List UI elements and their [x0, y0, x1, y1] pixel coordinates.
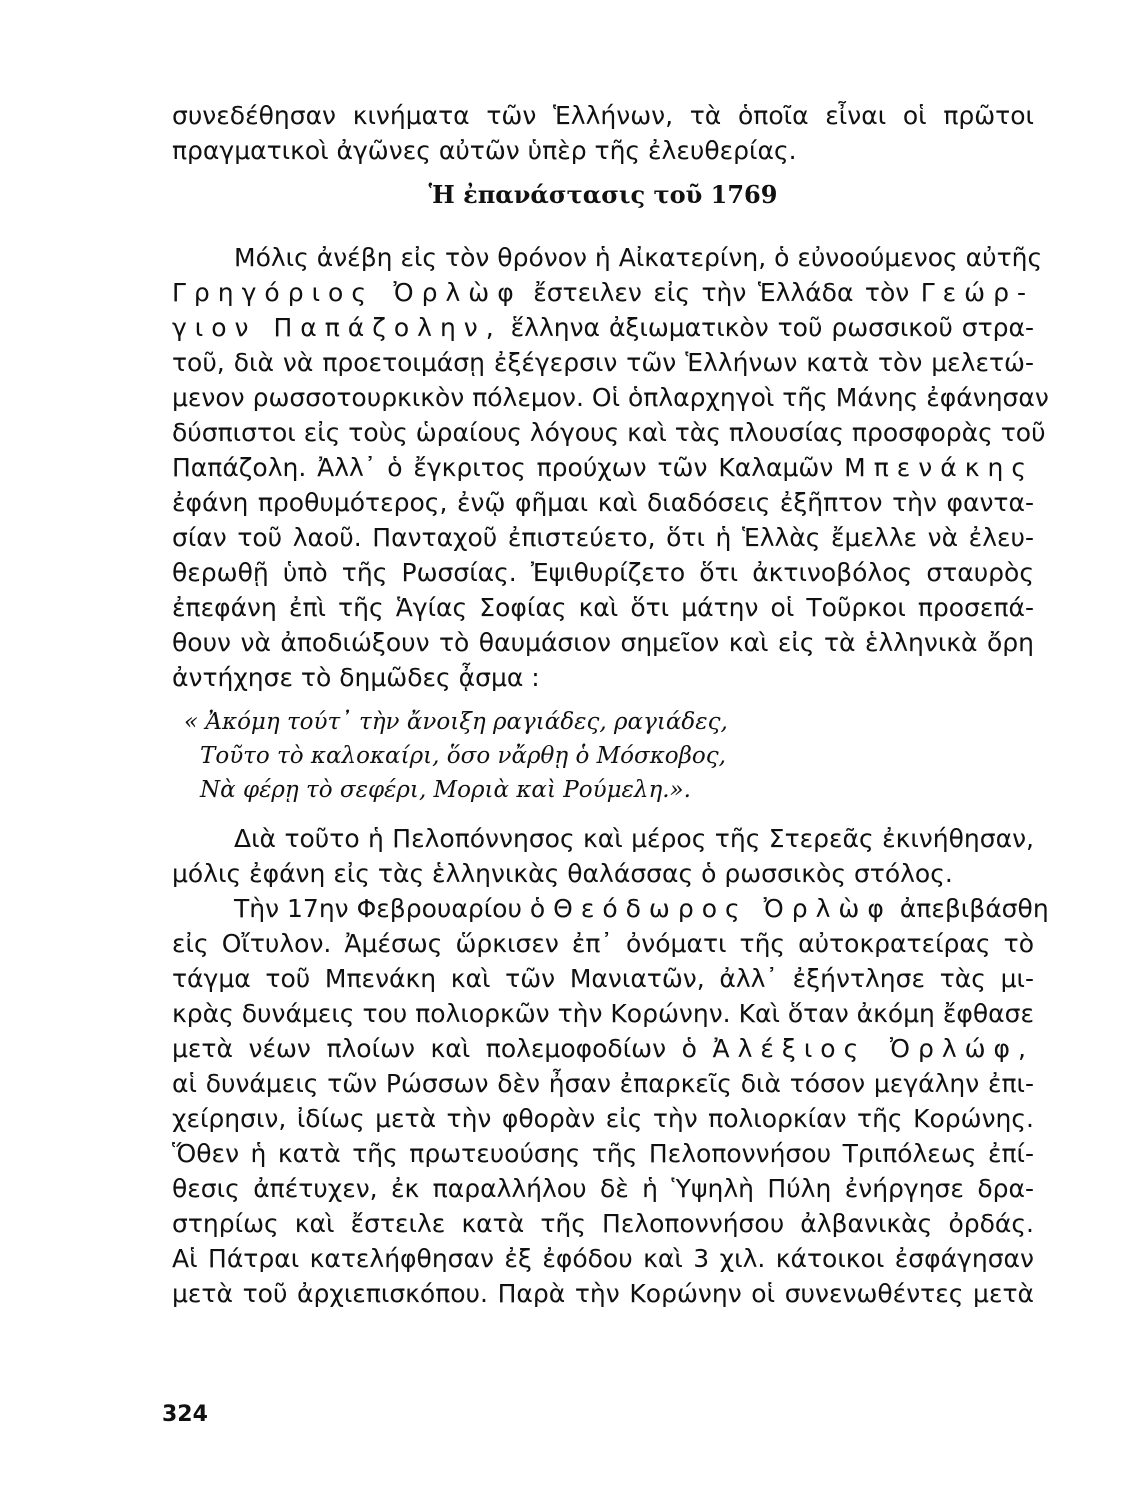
verse-line: Τοῦτο τὸ καλοκαίρι, ὅσο νἄρθῃ ὁ Μόσκοβος,	[200, 743, 726, 769]
verse-line: « Ἀκόμη τούτ᾽ τὴν ἄνοιξη ραγιάδες, ραγιάδες,	[184, 709, 728, 735]
person-name: Μπενάκης	[844, 453, 1034, 482]
text-line	[172, 310, 1034, 345]
person-name: Θεόδωρος Ὀρλὼφ	[553, 894, 892, 923]
text-span: Παπάζολη. Ἀλλ᾽ ὁ ἔγκριτος προύχων τῶν Καλαμῶν	[172, 453, 845, 482]
text-line: τάγμα τοῦ Μπενάκη καὶ τῶν Μανιατῶν, ἀλλ᾽ ἐξήντλησε τὰς μι-	[172, 964, 1034, 993]
text-line: αἱ δυνάμεις τῶν Ρώσσων δὲν ἦσαν ἐπαρκεῖς διὰ τόσον μεγάλην ἐπι-	[172, 1069, 1034, 1098]
text-line: θουν νὰ ἀποδιώξουν τὸ θαυμάσιον σημεῖον καὶ εἰς τὰ ἑλληνικὰ ὄρη	[172, 628, 1034, 657]
text-line: θεσις ἀπέτυχεν, ἐκ παραλλήλου δὲ ἡ Ὑψηλὴ Πύλη ἐνήργησε δρα-	[172, 1174, 1034, 1203]
person-name: Ἀλέξιος Ὀρλώφ,	[712, 1034, 1034, 1063]
page-number: 324	[162, 1402, 208, 1427]
text-line: μόλις ἐφάνη εἰς τὰς ἑλληνικὰς θαλάσσας ὁ ρωσσικὸς στόλος.	[172, 859, 953, 888]
text-span: ἕλληνα ἀξιωματικὸν τοῦ ρωσσικοῦ στρα-	[501, 313, 1034, 342]
person-name: Γρηγόριος Ὀρλὼφ	[172, 278, 522, 307]
text-line: ἀντήχησε τὸ δημῶδες ᾆσμα :	[172, 663, 540, 692]
text-line: μετὰ τοῦ ἀρχιεπισκόπου. Παρὰ τὴν Κορώνην οἱ συνενωθέντες μετὰ	[172, 1279, 1034, 1308]
text-span: ἀπεβιβάσθη	[891, 894, 1049, 923]
text-line: ἐπεφάνη ἐπὶ τῆς Ἁγίας Σοφίας καὶ ὅτι μάτην οἱ Τοῦρκοι προσεπά-	[172, 593, 1034, 622]
text-line: στηρίως καὶ ἔστειλε κατὰ τῆς Πελοποννήσου ἀλβανικὰς ὀρδάς.	[172, 1209, 1034, 1238]
text-span: ἔστειλεν εἰς τὴν Ἑλλάδα τὸν	[521, 278, 921, 307]
text-line: συνεδέθησαν κινήματα τῶν Ἑλλήνων, τὰ ὁποῖα εἶναι οἱ πρῶτοι	[172, 101, 1034, 130]
text-line	[172, 891, 1049, 926]
text-line: Αἱ Πάτραι κατελήφθησαν ἐξ ἐφόδου καὶ 3 χιλ. κάτοικοι ἐσφάγησαν	[172, 1244, 1034, 1273]
text-line: ἐφάνη προθυμότερος, ἐνῷ φῆμαι καὶ διαδόσεις ἐξῆπτον τὴν φαντα-	[172, 488, 1034, 517]
song-verses	[172, 705, 1034, 807]
text-line	[172, 1031, 1034, 1066]
text-span: μετὰ νέων πλοίων καὶ πολεμοφοδίων ὁ	[172, 1034, 713, 1063]
text-line: κρὰς δυνάμεις του πολιορκῶν τὴν Κορώνην. Καὶ ὅταν ἀκόμη ἔφθασε	[172, 999, 1034, 1028]
text-line: Μόλις ἀνέβη εἰς τὸν θρόνον ἡ Αἰκατερίνη, ὁ εὐνοούμενος αὐτῆς	[234, 243, 1043, 272]
section-heading: Ἡ ἐπανάστασις τοῦ 1769	[428, 180, 778, 209]
text-line: μενον ρωσσοτουρκικὸν πόλεμον. Οἱ ὁπλαρχηγοὶ τῆς Μάνης ἐφάνησαν	[172, 383, 1049, 412]
text-line: Διὰ τοῦτο ἡ Πελοπόννησος καὶ μέρος τῆς Στερεᾶς ἐκινήθησαν,	[234, 824, 1034, 853]
text-line: τοῦ, διὰ νὰ προετοιμάσῃ ἐξέγερσιν τῶν Ἑλλήνων κατὰ τὸν μελετώ-	[172, 348, 1034, 377]
text-span: Τὴν 17ην Φεβρουαρίου ὁ	[234, 894, 554, 923]
person-name: γιον Παπάζολην,	[172, 313, 502, 342]
text-line: δύσπιστοι εἰς τοὺς ὡραίους λόγους καὶ τὰς πλουσίας προσφορὰς τοῦ	[172, 418, 1046, 447]
page-body	[172, 98, 1049, 1311]
text-line	[172, 275, 1034, 310]
text-line	[172, 450, 1034, 485]
text-line: εἰς Οἴτυλον. Ἀμέσως ὥρκισεν ἐπ᾽ ὀνόματι τῆς αὐτοκρατείρας τὸ	[172, 929, 1034, 958]
text-line: Ὅθεν ἡ κατὰ τῆς πρωτευούσης τῆς Πελοποννήσου Τριπόλεως ἐπί-	[172, 1139, 1034, 1168]
text-line: πραγματικοὶ ἀγῶνες αὐτῶν ὑπὲρ τῆς ἐλευθερίας.	[172, 136, 797, 165]
person-name: Γεώρ-	[920, 278, 1034, 307]
verse-line: Νὰ φέρῃ τὸ σεφέρι, Μοριὰ καὶ Ρούμελη.».	[200, 777, 691, 803]
text-line: θερωθῇ ὑπὸ τῆς Ρωσσίας. Ἐψιθυρίζετο ὅτι ἀκτινοβόλος σταυρὸς	[172, 558, 1034, 587]
text-line: σίαν τοῦ λαοῦ. Πανταχοῦ ἐπιστεύετο, ὅτι ἡ Ἑλλὰς ἔμελλε νὰ ἐλευ-	[172, 523, 1034, 552]
text-line: χείρησιν, ἰδίως μετὰ τὴν φθορὰν εἰς τὴν πολιορκίαν τῆς Κορώνης.	[172, 1104, 1034, 1133]
